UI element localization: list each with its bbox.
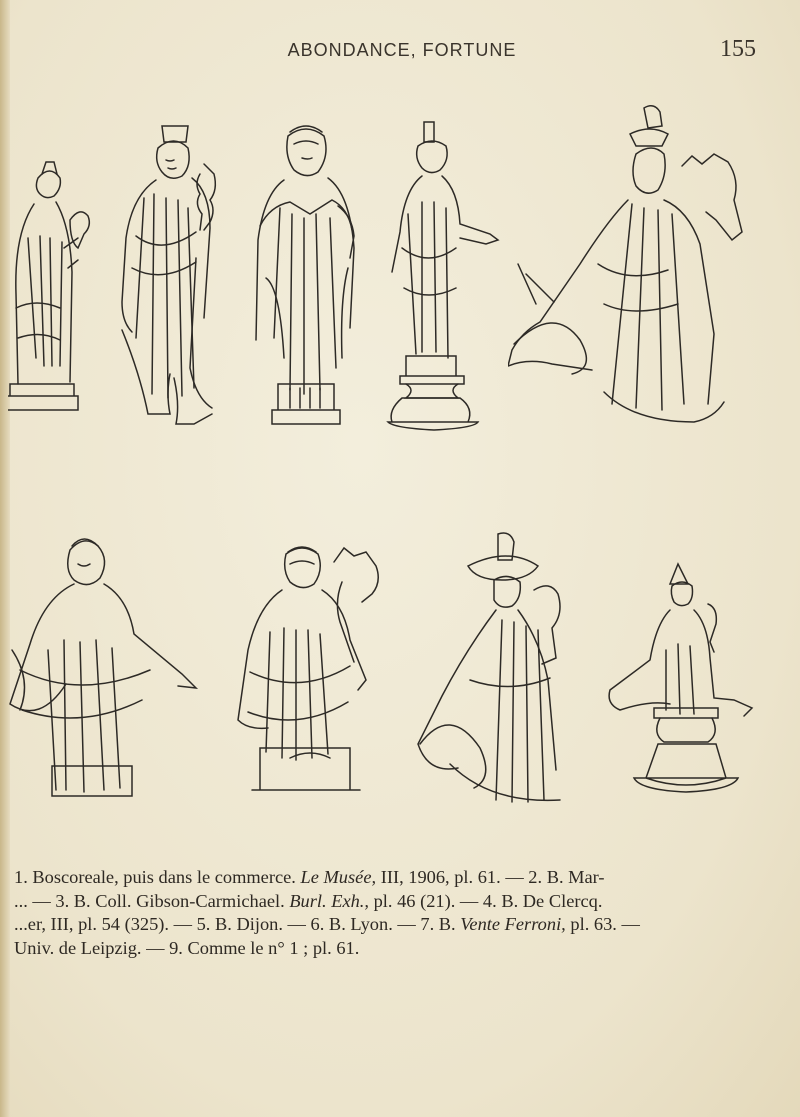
statuette-figure-5 bbox=[508, 104, 744, 432]
caption-line-3-text: ...er, III, pl. 54 (325). — 5. B. Dijon. — 6. B. Lyon. — 7. B. bbox=[14, 914, 461, 934]
statuette-figure-1 bbox=[8, 158, 94, 418]
statuette-figure-9 bbox=[604, 560, 770, 796]
caption-line-3-text-end: pl. 63. — bbox=[565, 914, 640, 934]
caption-line-2 bbox=[14, 890, 780, 914]
statuette-figure-7 bbox=[230, 542, 394, 798]
caption-line-2-text-end: pl. 46 (21). — 4. B. De Clercq. bbox=[369, 890, 603, 911]
page-number: 155 bbox=[720, 36, 756, 62]
figure-plate bbox=[8, 100, 800, 820]
caption-line-4 bbox=[14, 937, 780, 961]
statuette-figure-6 bbox=[8, 530, 204, 800]
caption-line-1-italic: Le Musée, bbox=[300, 867, 377, 887]
caption-line-2-text: ... — 3. B. Coll. Gibson-Carmichael. bbox=[14, 890, 290, 911]
caption-line-1 bbox=[14, 866, 780, 890]
caption-line-1-text-end: III, 1906, pl. 61. — 2. B. Mar- bbox=[376, 867, 605, 887]
caption-line-4-text: Univ. de Leipzig. — 9. Comme le n° 1 ; pl. 61. bbox=[14, 937, 360, 958]
statuette-figure-4 bbox=[382, 118, 502, 434]
caption-line-2-italic: Burl. Exh., bbox=[289, 890, 370, 911]
figure-caption bbox=[14, 866, 780, 960]
running-title: ABONDANCE, FORTUNE bbox=[287, 40, 517, 60]
caption-line-3 bbox=[14, 913, 780, 937]
caption-line-3-italic: Vente Ferroni, bbox=[460, 914, 566, 934]
statuette-figure-8 bbox=[410, 530, 582, 806]
caption-line-1-text: 1. Boscoreale, puis dans le commerce. bbox=[14, 867, 301, 887]
statuette-figure-3 bbox=[244, 118, 370, 430]
page-header bbox=[0, 36, 800, 70]
statuette-figure-2 bbox=[112, 118, 220, 430]
